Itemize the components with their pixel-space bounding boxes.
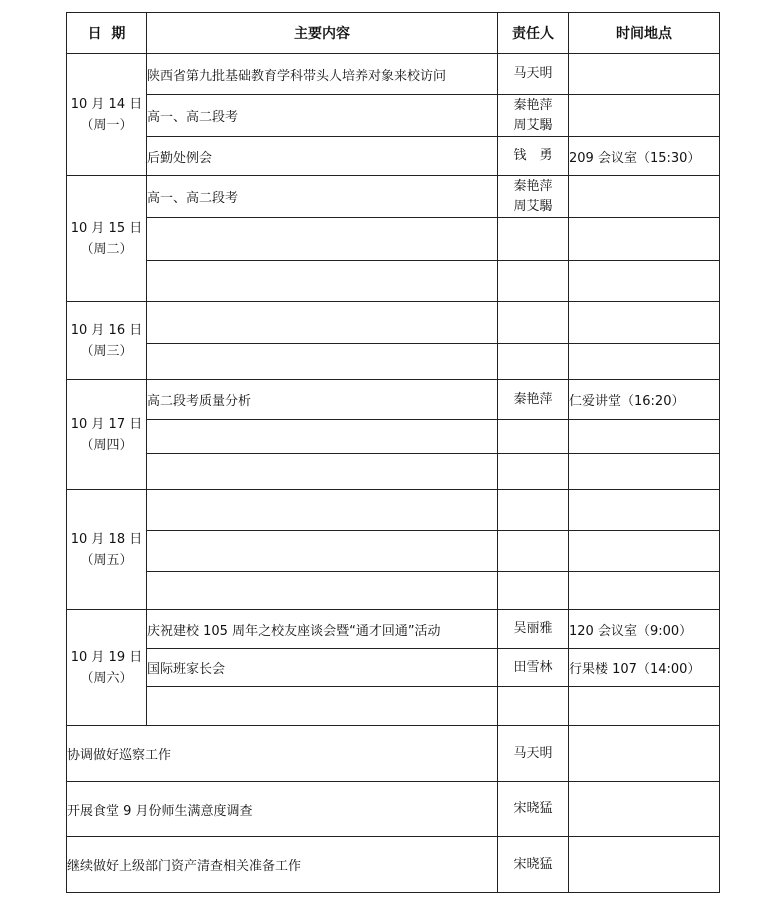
footer-content-cell: 开展食堂 9 月份师生满意度调查 <box>67 782 498 837</box>
place-cell <box>569 490 720 531</box>
place-cell <box>569 261 720 302</box>
content-cell: 高一、高二段考 <box>147 176 498 218</box>
person-cell <box>498 218 569 261</box>
person-cell <box>498 302 569 344</box>
content-cell <box>147 302 498 344</box>
content-cell <box>147 344 498 380</box>
person-cell <box>498 380 569 420</box>
person-cell <box>498 531 569 572</box>
date-cell <box>67 490 147 610</box>
content-cell: 庆祝建校 105 周年之校友座谈会暨“通才回通”活动 <box>147 610 498 649</box>
place-cell <box>569 54 720 95</box>
place-cell <box>569 687 720 726</box>
content-cell <box>147 572 498 610</box>
person-name: 马天明 <box>513 66 553 81</box>
person-cell <box>498 687 569 726</box>
content-cell: 后勤处例会 <box>147 137 498 176</box>
date-cell <box>67 54 147 176</box>
place-cell: 120 会议室（9:00） <box>569 610 720 649</box>
weekday-text: （周五） <box>80 552 133 568</box>
schedule-body <box>67 54 720 893</box>
date-text: 10 月 14 日 <box>70 96 143 112</box>
footer-content-cell: 继续做好上级部门资产清查相关准备工作 <box>67 837 498 893</box>
date-cell <box>67 302 147 380</box>
header-person: 责任人 <box>498 13 569 54</box>
date-text: 10 月 18 日 <box>70 531 143 547</box>
header-date: 日 期 <box>67 13 147 54</box>
footer-row <box>67 837 720 893</box>
table-row <box>67 610 720 649</box>
table-row <box>67 137 720 176</box>
table-row <box>67 454 720 490</box>
table-row <box>67 420 720 454</box>
content-cell <box>147 531 498 572</box>
table-row <box>67 54 720 95</box>
table-row <box>67 380 720 420</box>
person-name: 周艾騔 <box>513 198 553 214</box>
content-cell: 高二段考质量分析 <box>147 380 498 420</box>
footer-content-cell: 协调做好巡察工作 <box>67 726 498 782</box>
header-row <box>67 13 720 54</box>
place-cell <box>569 454 720 490</box>
place-cell <box>569 176 720 218</box>
weekday-text: （周二） <box>80 241 133 257</box>
person-cell <box>498 261 569 302</box>
place-cell: 209 会议室（15:30） <box>569 137 720 176</box>
person-cell <box>498 176 569 218</box>
person-name: 吴丽雅 <box>513 621 553 636</box>
person-cell <box>498 95 569 137</box>
table-row <box>67 95 720 137</box>
table-row <box>67 531 720 572</box>
content-cell <box>147 218 498 261</box>
place-cell <box>569 572 720 610</box>
footer-row <box>67 782 720 837</box>
weekday-text: （周四） <box>80 437 133 453</box>
footer-person-cell: 宋晓猛 <box>498 837 569 893</box>
footer-person-cell: 宋晓猛 <box>498 782 569 837</box>
date-cell <box>67 610 147 726</box>
table-row <box>67 344 720 380</box>
date-text: 10 月 19 日 <box>70 649 143 665</box>
table-row <box>67 218 720 261</box>
person-name: 秦艳萍 <box>513 178 553 194</box>
person-name: 钱 勇 <box>513 148 553 163</box>
footer-person-cell: 马天明 <box>498 726 569 782</box>
date-text: 10 月 15 日 <box>70 220 143 236</box>
person-cell <box>498 420 569 454</box>
place-cell: 行果楼 107（14:00） <box>569 649 720 687</box>
date-cell <box>67 380 147 490</box>
header-content: 主要内容 <box>147 13 498 54</box>
content-cell <box>147 490 498 531</box>
person-name: 周艾騔 <box>513 117 553 133</box>
content-cell <box>147 687 498 726</box>
person-name: 秦艳萍 <box>513 391 553 407</box>
content-cell: 陕西省第九批基础教育学科带头人培养对象来校访问 <box>147 54 498 95</box>
person-cell <box>498 490 569 531</box>
footer-place-cell <box>569 726 720 782</box>
content-cell <box>147 454 498 490</box>
person-cell <box>498 572 569 610</box>
table-row <box>67 490 720 531</box>
place-cell <box>569 95 720 137</box>
footer-place-cell <box>569 837 720 893</box>
place-cell <box>569 420 720 454</box>
table-row <box>67 649 720 687</box>
table-row <box>67 572 720 610</box>
weekday-text: （周三） <box>80 343 133 359</box>
content-cell <box>147 261 498 302</box>
person-cell <box>498 454 569 490</box>
place-cell <box>569 531 720 572</box>
person-cell <box>498 649 569 687</box>
date-cell <box>67 176 147 302</box>
place-cell <box>569 218 720 261</box>
table-row <box>67 261 720 302</box>
content-cell: 高一、高二段考 <box>147 95 498 137</box>
place-cell <box>569 344 720 380</box>
table-row <box>67 176 720 218</box>
person-cell <box>498 137 569 176</box>
person-cell <box>498 54 569 95</box>
footer-row <box>67 726 720 782</box>
person-cell <box>498 610 569 649</box>
person-name: 秦艳萍 <box>513 97 553 113</box>
person-name: 田雪林 <box>513 659 553 675</box>
content-cell <box>147 420 498 454</box>
person-cell <box>498 344 569 380</box>
place-cell <box>569 302 720 344</box>
place-cell: 仁爱讲堂（16:20） <box>569 380 720 420</box>
date-text: 10 月 16 日 <box>70 322 143 338</box>
schedule-table <box>66 12 720 893</box>
table-row <box>67 687 720 726</box>
weekday-text: （周一） <box>80 117 133 133</box>
date-text: 10 月 17 日 <box>70 416 143 432</box>
header-place: 时间地点 <box>569 13 720 54</box>
footer-place-cell <box>569 782 720 837</box>
table-row <box>67 302 720 344</box>
weekday-text: （周六） <box>80 670 133 686</box>
content-cell: 国际班家长会 <box>147 649 498 687</box>
